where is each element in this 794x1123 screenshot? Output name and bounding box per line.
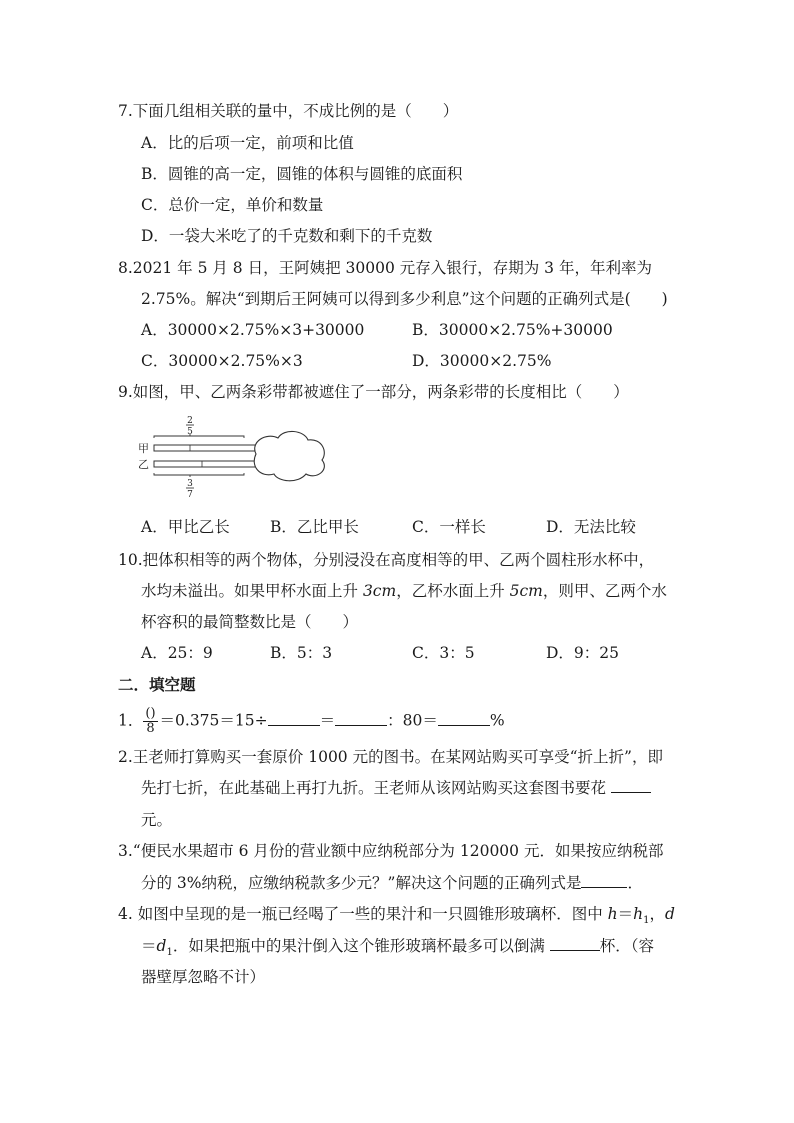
fill2-line2: 先打七折，在此基础上再打九折。王老师从该网站购买这套图书要花 (141, 778, 651, 798)
fill4-blank (550, 936, 600, 951)
fill4-line1: 4. 如图中呈现的是一瓶已经喝了一些的果汁和一只圆锥形玻璃杯．图中 $h=h_1$，d (118, 905, 675, 927)
q9-option-a: A．甲比乙长 (141, 518, 230, 536)
fill1-blank-1 (268, 711, 320, 726)
q10-option-d: D．9：25 (546, 644, 620, 662)
q8-stem-line2: 2.75%。解决“到期后王阿姨可以得到多少利息”这个问题的正确列式是( ) (141, 290, 668, 308)
q9-option-b: B．乙比甲长 (270, 518, 359, 536)
ribbon-top-brace (154, 436, 244, 438)
q10-option-c: C．3：5 (412, 644, 475, 662)
ribbon-top-frac-num: 2 (187, 416, 193, 426)
fill2-blank (611, 778, 651, 793)
fill2-line3: 元。 (141, 811, 173, 829)
q8-option-b: B．30000×2.75%+30000 (412, 321, 613, 339)
q7-stem: 7.下面几组相关联的量中，不成比例的是（ ） (118, 102, 459, 120)
ribbon-top-frac-den: 5 (187, 427, 193, 437)
q10-option-a: A．25：9 (141, 644, 213, 662)
ribbon-label-jia: 甲 (138, 442, 149, 455)
q9-option-c: C．一样长 (412, 518, 486, 536)
ribbon-yi (154, 461, 270, 467)
fill2-line1: 2.王老师打算购买一套原价 1000 元的图书。在某网站购买可享受“折上折”，即 (118, 748, 663, 766)
fill4-line2: $=d_1$．如果把瓶中的果汁倒入这个锥形玻璃杯最多可以倒满 杯．（容 (141, 937, 655, 959)
cloud-cover (254, 431, 324, 480)
fill1-blank-2 (335, 711, 387, 726)
fill4-line3: 器壁厚忽略不计） (141, 968, 266, 986)
ribbon-figure (138, 412, 338, 502)
fill3-line1: 3.“便民水果超市 6 月份的营业额中应纳税部分为 120000 元．如果按应纳税部 (118, 842, 664, 860)
ribbon-bottom-brace (154, 473, 244, 475)
q8-stem-line1: 8.2021 年 5 月 8 日，王阿姨把 30000 元存入银行，存期为 3 年，年利率为 (118, 259, 652, 277)
ribbon-bottom-frac-den: 7 (187, 490, 193, 500)
section-title-fill-blank: 二．填空题 (118, 676, 196, 694)
fill1: 1． $\frac{()}{8}$ ＝0.375＝15÷ ＝ ：80＝ % (118, 706, 505, 736)
ribbon-label-yi: 乙 (138, 458, 149, 471)
fill1-blank-3 (438, 711, 490, 726)
ribbon-jia (154, 445, 270, 451)
q8-option-d: D．30000×2.75% (412, 352, 552, 370)
q10-option-b: B．5：3 (270, 644, 333, 662)
fill3-line2: 分的 3%纳税，应缴纳税款多少元？”解决这个问题的正确列式是 ． (141, 874, 643, 892)
fill1-fraction: $\frac{()}{8}$ (145, 706, 156, 736)
q9-stem: 9.如图，甲、乙两条彩带都被遮住了一部分，两条彩带的长度相比（ ） (118, 383, 629, 401)
q10-line1: 10.把体积相等的两个物体，分别浸没在高度相等的甲、乙两个圆柱形水杯中， (118, 551, 655, 569)
q10-line3: 杯容积的最简整数比是（ ） (141, 613, 359, 631)
q9-option-d: D．无法比较 (546, 518, 636, 536)
q8-option-a: A．30000×2.75%×3+30000 (141, 321, 365, 339)
ribbon-bottom-frac-num: 3 (187, 479, 193, 489)
q8-option-c: C．30000×2.75%×3 (141, 352, 303, 370)
fill3-blank (581, 873, 627, 888)
q7-option-a: A．比的后项一定，前项和比值 (141, 134, 354, 152)
q7-option-d: D．一袋大米吃了的千克数和剩下的千克数 (141, 227, 433, 245)
q10-line2: 水均未溢出。如果甲杯水面上升 3cm，乙杯水面上升 5cm，则甲、乙两个水 (141, 582, 667, 600)
q7-option-c: C．总价一定，单价和数量 (141, 196, 324, 214)
q7-option-b: B．圆锥的高一定，圆锥的体积与圆锥的底面积 (141, 165, 463, 183)
